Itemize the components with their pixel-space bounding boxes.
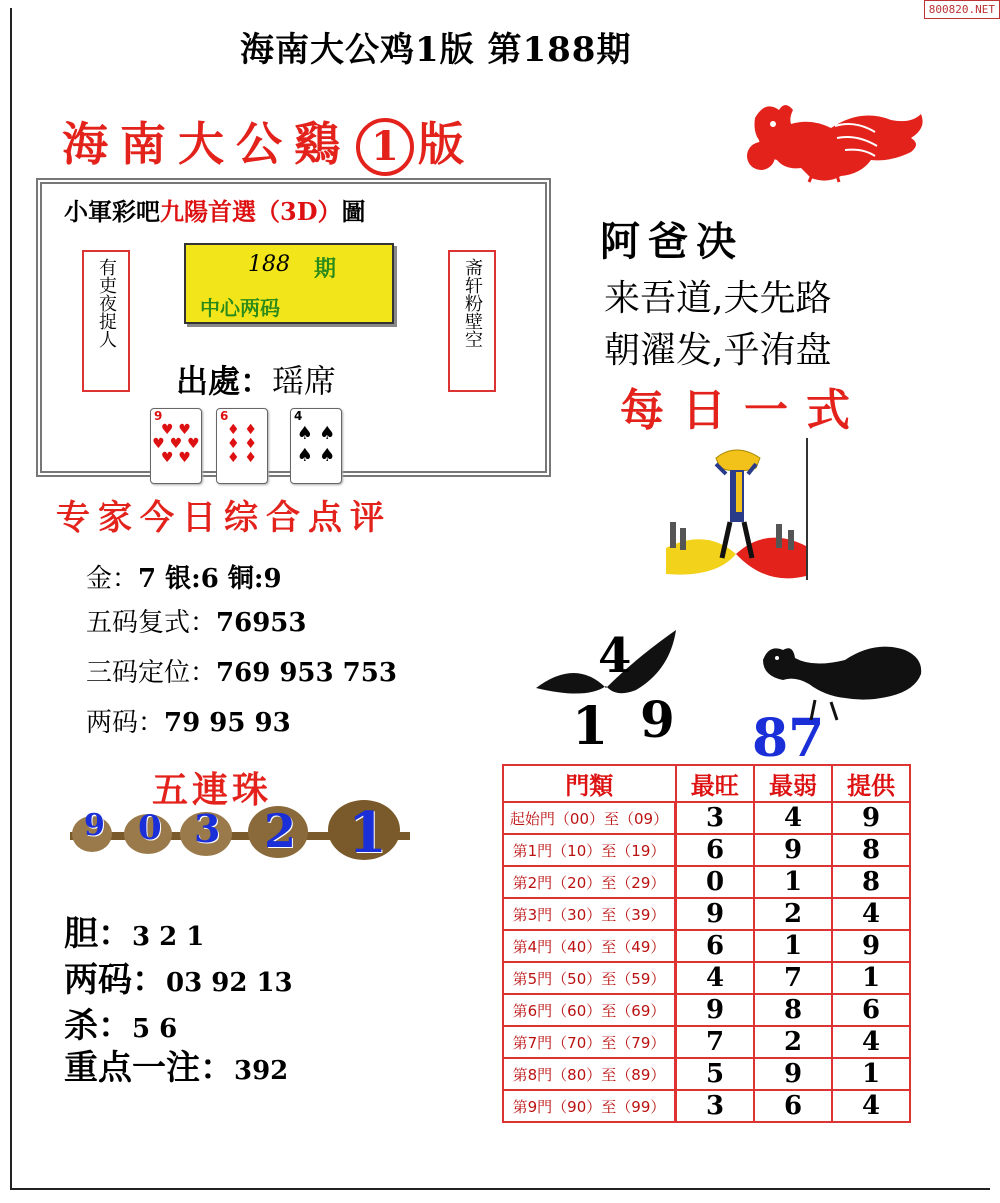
hottest-cell: 6 [676,834,755,866]
header-hottest: 最旺 [676,765,755,802]
card-rank: 4 [294,409,303,423]
provided-cell: 8 [832,834,910,866]
page-title: 海南大公鸡1版 第188期 [240,30,632,70]
right-verse-box [448,250,496,392]
weakest-cell: 2 [754,1026,832,1058]
table-row [503,994,910,1026]
line-label: 两码： [86,708,165,738]
weakest-cell: 8 [754,994,832,1026]
issue-suffix: 期 [314,257,337,282]
table-header-row [503,765,910,802]
issue-number: 188 [248,252,290,277]
table-row [503,1026,910,1058]
symbol-digit-right: 9 [640,690,675,749]
header-door: 門類 [503,765,676,802]
center-two-code-label: 中心两码 [200,296,280,320]
black-rooster-icon [755,640,925,724]
five-beads-heading: 五連珠 [152,769,273,811]
table-row [503,834,910,866]
red-rooster-icon [725,98,945,184]
table-row [503,898,910,930]
dan-label: 胆： [64,914,132,954]
door-cell: 起始門（00）至（09） [503,802,676,834]
provided-cell: 9 [832,802,910,834]
provided-cell: 9 [832,930,910,962]
weakest-cell: 9 [754,834,832,866]
left-verse-box [82,250,130,392]
line-label: 金： [86,564,139,594]
table-row [503,866,910,898]
header-provided: 提供 [832,765,910,802]
line-value: 769 953 753 [216,658,397,688]
liangma-line [64,952,293,1001]
liangma-label: 两码： [64,960,166,1000]
circled-number: 1 [356,118,414,176]
gold-ingot-illustration-icon [666,438,812,580]
five-code-line [86,602,306,639]
hottest-cell: 9 [676,994,755,1026]
bead-digit: 2 [264,804,297,858]
red-title-suffix: 版 [418,117,476,171]
source-value: 瑶席 [272,362,337,400]
door-cell: 第8門（80）至（89） [503,1058,676,1090]
sha-value: 5 6 [132,1014,178,1044]
key-bet-line [64,1040,288,1089]
line-value: 7 银:6 铜:9 [138,564,282,594]
red-title-text: 海南大公鷄 [62,117,352,171]
door-table [502,764,911,1123]
hottest-cell: 9 [676,898,755,930]
door-cell: 第7門（70）至（79） [503,1026,676,1058]
expert-comment-heading: 专家今日综合点评 [56,498,392,538]
weakest-cell: 1 [754,930,832,962]
dan-line [64,906,204,955]
table-row [503,1058,910,1090]
weakest-cell: 1 [754,866,832,898]
source-line [176,356,336,402]
heart-icon: ♥ ♥ ♥ ♥ ♥ ♥ ♥ [152,422,200,466]
table-row [503,1090,910,1122]
hottest-cell: 7 [676,1026,755,1058]
card-rank: 6 [220,409,229,423]
line-value: 79 95 93 [164,708,291,738]
key-bet-label: 重点一注： [64,1048,234,1088]
abajue-heading: 阿爸决 [600,219,744,265]
hottest-cell: 5 [676,1058,755,1090]
line-value: 76953 [216,608,307,638]
sha-label: 杀： [64,1006,132,1046]
weakest-cell: 4 [754,802,832,834]
blue-number: 87 [752,708,825,769]
weakest-cell: 7 [754,962,832,994]
hottest-cell: 3 [676,1090,755,1122]
provided-cell: 1 [832,962,910,994]
header-weakest: 最弱 [754,765,832,802]
daily-heading: 每日一式 [620,385,868,436]
door-cell: 第9門（90）至（99） [503,1090,676,1122]
dan-value: 3 2 1 [132,922,205,952]
provided-cell: 4 [832,1026,910,1058]
bead-digit: 1 [348,800,387,866]
source-label: 出處： [176,362,273,400]
box-title-red: 九陽首選（3D） [160,197,342,226]
playing-card-spades [290,408,342,484]
provided-cell: 8 [832,866,910,898]
red-banner-title [62,108,476,176]
diamond-icon: ♦ ♦ ♦ ♦ ♦ ♦ [227,422,257,466]
provided-cell: 4 [832,1090,910,1122]
left-verse-text: 有吏夜捉人 [96,258,117,348]
provided-cell: 4 [832,898,910,930]
bead-digit: 9 [84,808,105,843]
site-watermark[interactable]: 800820.NET [924,0,1000,19]
weakest-cell: 2 [754,898,832,930]
door-cell: 第6門（60）至（69） [503,994,676,1026]
provided-cell: 6 [832,994,910,1026]
gold-silver-bronze-line [86,558,282,595]
two-code-line [86,702,291,739]
poem-line-2: 朝濯发,乎洧盘 [604,330,832,371]
weakest-cell: 9 [754,1058,832,1090]
hottest-cell: 6 [676,930,755,962]
door-cell: 第1門（10）至（19） [503,834,676,866]
box-title-black: 小軍彩吧 [64,197,160,226]
door-cell: 第5門（50）至（59） [503,962,676,994]
three-code-position-line [86,652,397,689]
hottest-cell: 0 [676,866,755,898]
door-cell: 第4門（40）至（49） [503,930,676,962]
playing-card-hearts [150,408,202,484]
hottest-cell: 4 [676,962,755,994]
key-bet-value: 392 [234,1056,289,1086]
playing-card-diamonds [216,408,268,484]
line-label: 三码定位： [86,658,217,688]
line-label: 五码复式： [86,608,217,638]
door-cell: 第2門（20）至（29） [503,866,676,898]
symbol-digit-left: 1 [572,696,609,757]
right-verse-text: 斋轩粉壁空 [462,258,483,348]
liangma-value: 03 92 13 [166,968,293,998]
box-title-suffix: 圖 [341,197,366,226]
bead-digit: 0 [138,808,162,848]
symbol-digit-top: 4 [598,628,632,684]
door-cell: 第3門（30）至（39） [503,898,676,930]
poem-line-1: 来吾道,夫先路 [604,278,832,319]
spade-icon: ♠ ♠ ♠ ♠ [296,423,336,466]
table-row [503,802,910,834]
hottest-cell: 3 [676,802,755,834]
box-title [64,192,366,227]
weakest-cell: 6 [754,1090,832,1122]
table-row [503,930,910,962]
provided-cell: 1 [832,1058,910,1090]
table-row [503,962,910,994]
bead-digit: 3 [194,806,221,851]
card-rank: 9 [154,409,163,423]
